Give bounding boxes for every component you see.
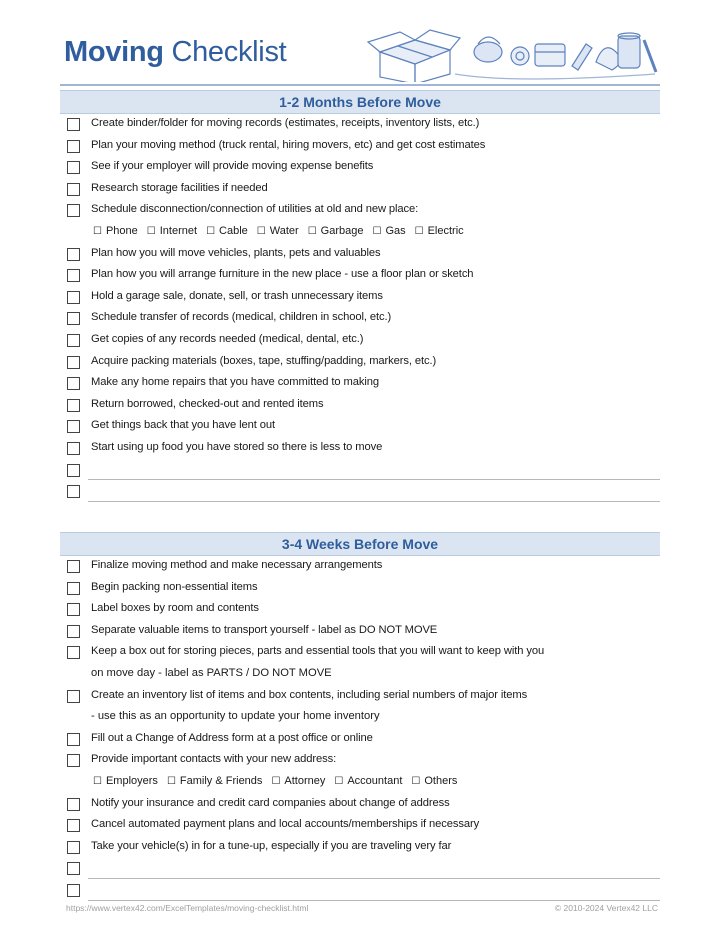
item-text: Start using up food you have stored so there is less to move [91, 440, 383, 453]
checkbox[interactable] [67, 603, 80, 616]
item-text: Label boxes by room and contents [91, 602, 259, 615]
checklist [60, 114, 660, 503]
checklist-item [60, 556, 660, 578]
item-text: Plan your moving method (truck rental, hiring movers, etc) and get cost estimates [91, 138, 486, 151]
checkbox[interactable] [67, 204, 80, 217]
checklist-item [60, 330, 660, 352]
checkbox[interactable] [67, 798, 80, 811]
item-text: Get things back that you have lent out [91, 419, 276, 432]
section-3-4-weeks [60, 532, 660, 902]
item-text: Acquire packing materials (boxes, tape, stuffing/padding, markers, etc.) [91, 354, 437, 367]
checklist-item [60, 642, 660, 664]
section-header: 3-4 Weeks Before Move [60, 532, 660, 556]
item-text: Fill out a Change of Address form at a post office or online [91, 731, 373, 744]
checklist-item [60, 578, 660, 600]
checkbox[interactable] [67, 646, 80, 659]
checklist-item [60, 352, 660, 374]
title-bold: Moving [64, 36, 164, 68]
checklist-item [60, 686, 660, 708]
checkbox[interactable] [67, 560, 80, 573]
checkbox[interactable] [67, 161, 80, 174]
option-checkbox[interactable]: ☐ Phone [93, 225, 138, 237]
item-continuation-text: on move day - label as PARTS / DO NOT MOVE [91, 666, 332, 679]
option-checkbox[interactable]: ☐ Internet [147, 225, 197, 237]
footer-copyright: © 2010-2024 Vertex42 LLC [554, 903, 658, 913]
checklist-item [60, 373, 660, 395]
checklist-item [60, 460, 660, 482]
item-text: Finalize moving method and make necessary arrangements [91, 559, 383, 571]
checklist-item [60, 837, 660, 859]
blank-line[interactable] [88, 501, 660, 502]
checklist-item [60, 438, 660, 460]
page-title [64, 36, 286, 69]
checkbox[interactable] [67, 442, 80, 455]
section-header: 1-2 Months Before Move [60, 90, 660, 114]
options-list [93, 775, 466, 787]
item-text: Provide important contacts with your new address: [91, 753, 337, 766]
checklist-item [60, 794, 660, 816]
checkbox[interactable] [67, 140, 80, 153]
checklist-item [60, 308, 660, 330]
title-divider [60, 84, 660, 86]
checkbox[interactable] [67, 420, 80, 433]
option-checkbox[interactable]: ☐ Attorney [271, 775, 325, 787]
checkbox[interactable] [67, 183, 80, 196]
checkbox[interactable] [67, 884, 80, 897]
checklist-item [60, 395, 660, 417]
checklist-item [60, 179, 660, 201]
item-text: Create an inventory list of items and box contents, including serial numbers of major items [91, 688, 528, 701]
option-checkbox[interactable]: ☐ Gas [372, 225, 405, 237]
option-checkbox[interactable]: ☐ Employers [93, 775, 158, 787]
checklist-item [60, 858, 660, 880]
checkbox[interactable] [67, 464, 80, 477]
checklist-item [60, 815, 660, 837]
title-rest: Checklist [171, 36, 287, 68]
option-checkbox[interactable]: ☐ Family & Friends [167, 775, 263, 787]
item-text: Plan how you will arrange furniture in the new place - use a floor plan or sketch [91, 268, 474, 281]
item-text: Take your vehicle(s) in for a tune-up, especially if you are traveling very far [91, 839, 452, 852]
options-row [60, 772, 660, 794]
item-text: Plan how you will move vehicles, plants, pets and valuables [91, 246, 381, 259]
checkbox[interactable] [67, 485, 80, 498]
checkbox[interactable] [67, 118, 80, 131]
checkbox[interactable] [67, 248, 80, 261]
option-checkbox[interactable]: ☐ Others [411, 775, 457, 787]
item-text: Schedule transfer of records (medical, children in school, etc.) [91, 311, 392, 324]
checkbox[interactable] [67, 582, 80, 595]
checkbox[interactable] [67, 399, 80, 412]
checkbox[interactable] [67, 690, 80, 703]
option-checkbox[interactable]: ☐ Accountant [334, 775, 402, 787]
options-row [60, 222, 660, 244]
checkbox[interactable] [67, 819, 80, 832]
checkbox[interactable] [67, 269, 80, 282]
checkbox[interactable] [67, 625, 80, 638]
checkbox[interactable] [67, 733, 80, 746]
item-text: Cancel automated payment plans and local accounts/memberships if necessary [91, 818, 480, 831]
checklist-item [60, 599, 660, 621]
options-list [93, 225, 473, 237]
blank-line[interactable] [88, 878, 660, 879]
checklist-item [60, 114, 660, 136]
option-checkbox[interactable]: ☐ Garbage [308, 225, 364, 237]
item-continuation-text: - use this as an opportunity to update your home inventory [91, 710, 380, 723]
checklist [60, 556, 660, 902]
item-text: Hold a garage sale, donate, sell, or trash unnecessary items [91, 289, 383, 302]
item-text: Keep a box out for storing pieces, parts and essential tools that you will want to keep with you [91, 645, 545, 658]
checklist-item [60, 265, 660, 287]
checklist-item [60, 621, 660, 643]
item-text: Notify your insurance and credit card companies about change of address [91, 796, 450, 809]
item-text: Get copies of any records needed (medical, dental, etc.) [91, 332, 364, 345]
checklist-item [60, 481, 660, 503]
checklist-item [60, 287, 660, 309]
checklist-item [60, 750, 660, 772]
item-text: See if your employer will provide moving expense benefits [91, 160, 374, 173]
checklist-item [60, 157, 660, 179]
checklist-item [60, 416, 660, 438]
item-text: Separate valuable items to transport yourself - label as DO NOT MOVE [91, 623, 438, 636]
checkbox[interactable] [67, 754, 80, 767]
section-1-2-months [60, 90, 660, 503]
item-text: Create binder/folder for moving records (estimates, receipts, inventory lists, etc.) [91, 117, 480, 129]
blank-line[interactable] [88, 900, 660, 901]
item-text: Return borrowed, checked-out and rented items [91, 397, 324, 410]
footer-url[interactable]: https://www.vertex42.com/ExcelTemplates/moving-checklist.html [66, 903, 309, 913]
item-text: Make any home repairs that you have committed to making [91, 376, 380, 389]
checklist-item-continuation [60, 664, 660, 686]
option-checkbox[interactable]: ☐ Cable [206, 225, 248, 237]
item-text: Schedule disconnection/connection of utilities at old and new place: [91, 203, 419, 216]
checkbox[interactable] [67, 334, 80, 347]
checklist-item [60, 729, 660, 751]
checklist-item-continuation [60, 707, 660, 729]
option-checkbox[interactable]: ☐ Water [257, 225, 299, 237]
blank-line[interactable] [88, 479, 660, 480]
item-text: Begin packing non-essential items [91, 580, 258, 593]
checkbox[interactable] [67, 841, 80, 854]
checkbox[interactable] [67, 291, 80, 304]
item-text: Research storage facilities if needed [91, 181, 268, 194]
checkbox[interactable] [67, 312, 80, 325]
checkbox[interactable] [67, 356, 80, 369]
checkbox[interactable] [67, 377, 80, 390]
checklist-item [60, 880, 660, 902]
moving-illustration-icon [360, 22, 660, 82]
checklist-item [60, 200, 660, 222]
checklist-item [60, 244, 660, 266]
option-checkbox[interactable]: ☐ Electric [415, 225, 464, 237]
checkbox[interactable] [67, 862, 80, 875]
checklist-item [60, 136, 660, 158]
